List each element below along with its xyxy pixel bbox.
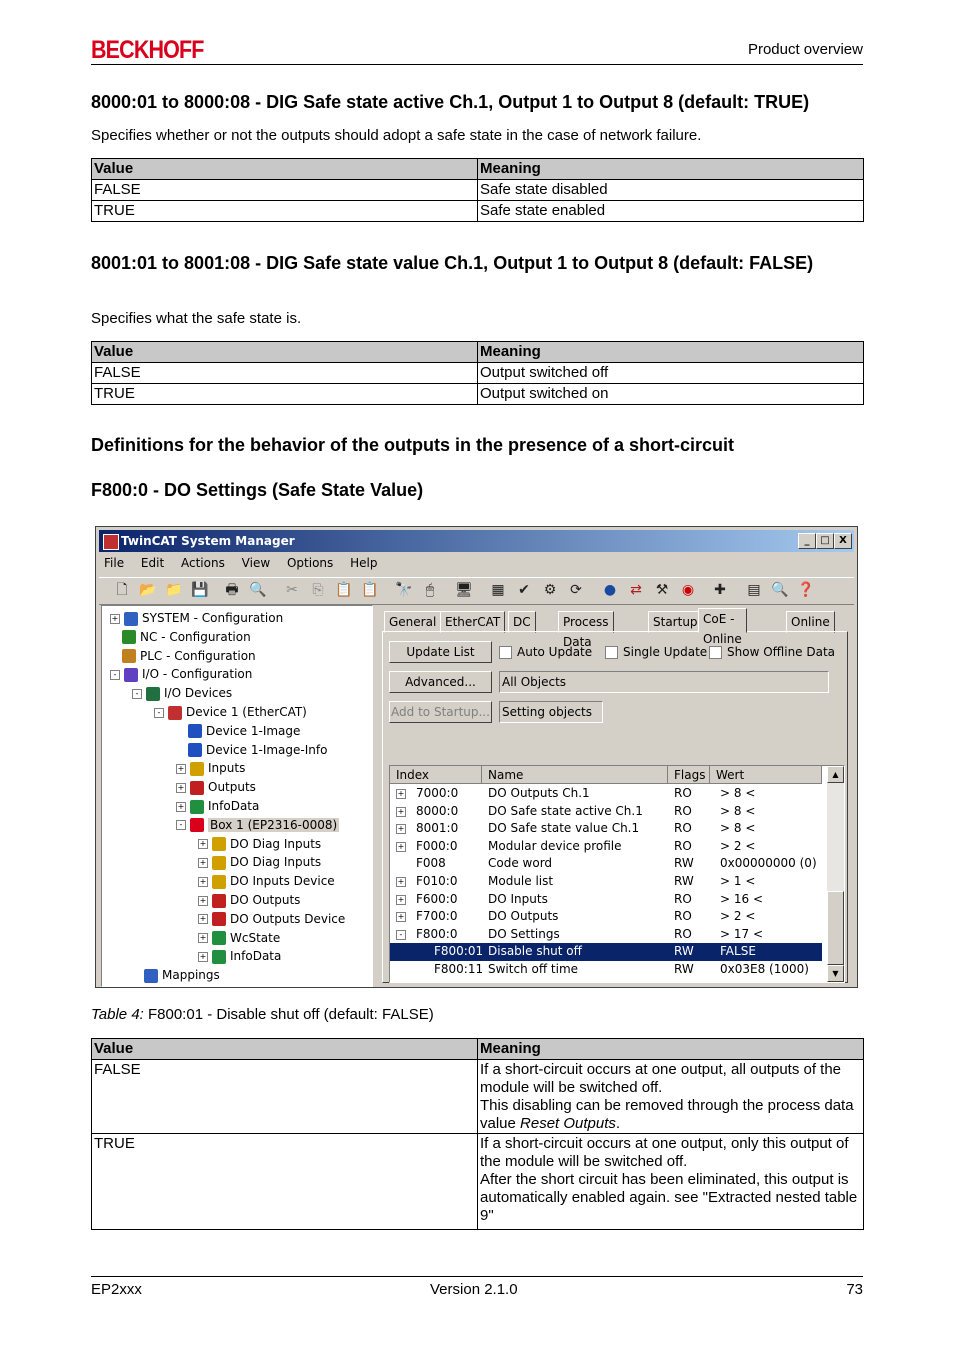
toolbar: [99, 577, 854, 605]
name-cell: DO Outputs: [488, 909, 559, 924]
name-cell: Disable shut off: [488, 944, 582, 959]
expand-icon[interactable]: +: [177, 763, 185, 773]
properties-icon[interactable]: ▤: [747, 582, 761, 598]
expand-icon[interactable]: +: [199, 914, 207, 924]
tree-node-label: InfoData: [208, 799, 260, 813]
safe-state-active-table: [91, 158, 864, 222]
index-cell: F800:0: [416, 926, 458, 941]
footer-version: Version 2.1.0: [430, 1281, 518, 1298]
tab-online[interactable]: Online: [786, 611, 835, 633]
cell-value: TRUE: [92, 201, 478, 222]
expand-icon[interactable]: +: [177, 782, 185, 792]
index-cell: F000:0: [416, 838, 458, 853]
io-devices-icon: [146, 687, 160, 701]
section1-heading: 8000:01 to 8000:08 - DIG Safe state active Ch.1, Output 1 to Output 8 (default: TRUE): [91, 92, 810, 112]
cell-meaning: Safe state disabled: [478, 180, 864, 201]
cell-value: TRUE: [92, 384, 478, 405]
collapse-icon[interactable]: -: [110, 670, 120, 680]
twincat-window-screenshot: [95, 526, 858, 988]
value-cell: 0x03E8 (1000): [720, 962, 809, 976]
header-rule: [91, 64, 863, 65]
new-file-icon[interactable]: 🗋: [116, 582, 128, 598]
expand-icon[interactable]: +: [397, 806, 405, 816]
caption-prefix: Table 4:: [91, 1006, 144, 1023]
meaning-text: This disabling can be removed through the process data value Reset Outputs.: [480, 1097, 854, 1132]
section2-description: Specifies what the safe state is.: [91, 310, 302, 327]
meaning-text: If a short-circuit occurs at one output, all outputs of the module will be switched off.: [480, 1061, 842, 1096]
open-folder-icon[interactable]: 📂: [139, 582, 157, 598]
tree-node[interactable]: [132, 684, 232, 702]
tree-node-label: I/O - Configuration: [142, 667, 253, 682]
flags-cell: RW: [674, 874, 694, 888]
setting-objects-field[interactable]: Setting objects: [499, 701, 603, 723]
menu-bar: [104, 554, 390, 572]
auto-update-checkbox[interactable]: Auto Update: [499, 645, 592, 659]
flags-cell: RO: [674, 803, 692, 818]
expand-icon[interactable]: +: [397, 824, 405, 834]
expand-icon[interactable]: +: [397, 912, 405, 922]
table-header-meaning: Meaning: [478, 1039, 864, 1060]
object-row[interactable]: [390, 891, 822, 909]
table-row: [92, 201, 864, 222]
coe-online-panel: [382, 631, 848, 983]
expand-icon[interactable]: +: [199, 839, 207, 849]
menu-file[interactable]: File: [104, 556, 125, 570]
tree-node-label: I/O Devices: [164, 686, 233, 701]
tree-node-label: DO Diag Inputs: [230, 855, 322, 870]
value-cell: > 1 <: [720, 874, 756, 888]
inputs-icon: [212, 837, 226, 851]
name-cell: Switch off time: [488, 962, 579, 976]
object-row[interactable]: [390, 820, 822, 838]
tree-node[interactable]: [176, 741, 327, 759]
tree-node-label: DO Outputs Device: [230, 911, 346, 926]
inputs-icon: [212, 875, 226, 889]
tree-node[interactable]: [198, 853, 321, 871]
flags-cell: RO: [674, 926, 692, 941]
outputs-icon: [212, 894, 226, 908]
inputs-icon: [190, 762, 204, 776]
tree-node[interactable]: [198, 947, 281, 965]
object-row[interactable]: [390, 803, 822, 821]
tree-node[interactable]: [198, 929, 280, 947]
table-header-value: Value: [92, 159, 478, 180]
tree-node-label: WcState: [230, 930, 281, 945]
table-row: [92, 384, 864, 405]
tree-node[interactable]: [154, 703, 307, 721]
footer-rule: [91, 1276, 863, 1277]
value-cell: > 8 <: [720, 821, 756, 836]
caption-text: F800:01 - Disable shut off (default: FALSE): [143, 1006, 434, 1023]
maximize-button[interactable]: □: [816, 533, 834, 549]
expand-icon[interactable]: +: [397, 894, 405, 904]
flags-cell: RO: [674, 821, 692, 836]
print-icon[interactable]: 🖶: [225, 582, 239, 598]
nc-config-icon: [122, 630, 136, 644]
cell-meaning: [478, 1134, 864, 1230]
window-titlebar: [99, 530, 854, 552]
meaning-text: After the short circuit has been eliminated, this output is automatically enabled again. see "Extracted nested table 9": [480, 1171, 858, 1224]
column-header-name[interactable]: Name: [482, 766, 668, 784]
object-row[interactable]: [390, 873, 822, 891]
tab-coe-online[interactable]: CoE - Online: [698, 608, 747, 633]
infodata-icon: [212, 950, 226, 964]
cell-meaning: Output switched on: [478, 384, 864, 405]
open-project-icon[interactable]: 📁: [165, 582, 183, 598]
copy-icon[interactable]: ⎘: [312, 582, 324, 598]
value-cell: > 8 <: [720, 786, 756, 800]
tab-dc[interactable]: DC: [508, 611, 536, 633]
tree-node-label: PLC - Configuration: [140, 648, 256, 663]
table-caption: [91, 1006, 434, 1023]
scroll-up-icon[interactable]: ▲: [827, 766, 844, 783]
section2-heading: 8001:01 to 8001:08 - DIG Safe state value Ch.1, Output 1 to Output 8 (default: FALSE): [91, 253, 814, 273]
page-number: 73: [846, 1281, 863, 1298]
add-to-startup-button[interactable]: Add to Startup...: [389, 701, 492, 723]
table-header-meaning: Meaning: [478, 342, 864, 363]
expand-icon[interactable]: +: [199, 876, 207, 886]
advanced-button[interactable]: Advanced...: [389, 671, 492, 693]
scroll-down-icon[interactable]: ▼: [827, 965, 844, 982]
flags-cell: RO: [674, 891, 692, 906]
expand-icon[interactable]: +: [177, 801, 185, 811]
generate-mappings-icon[interactable]: ▦: [491, 582, 505, 598]
expand-icon[interactable]: +: [199, 933, 207, 943]
value-cell: > 2 <: [720, 909, 756, 924]
tree-node-label: Device 1 (EtherCAT): [186, 705, 307, 719]
tree-node[interactable]: [176, 797, 259, 815]
flags-cell: RW: [674, 962, 694, 976]
tree-node[interactable]: [198, 891, 300, 909]
index-cell: F600:0: [416, 891, 458, 906]
name-cell: DO Settings: [488, 926, 560, 941]
activate-configuration-icon[interactable]: ⚙: [543, 582, 557, 598]
target-system-icon[interactable]: 🖥: [455, 582, 473, 598]
table-row: [92, 1060, 864, 1134]
free-run-icon[interactable]: ◉: [681, 582, 695, 598]
flags-cell: RW: [674, 944, 694, 959]
tree-line: [132, 972, 140, 980]
name-cell: Modular device profile: [488, 838, 622, 853]
menu-options[interactable]: Options: [286, 556, 334, 570]
all-objects-field[interactable]: All Objects: [499, 671, 829, 693]
paste-icon[interactable]: 📋: [335, 582, 353, 598]
section1-description: Specifies whether or not the outputs should adopt a safe state in the case of network failure.: [91, 127, 702, 144]
object-row[interactable]: [390, 943, 822, 961]
restart-tc-icon[interactable]: ⟳: [570, 582, 582, 598]
column-header-flags[interactable]: Flags: [668, 766, 710, 784]
tree-node-label: Box 1 (EP2316-0008): [210, 817, 338, 832]
tree-node[interactable]: [176, 816, 339, 834]
index-cell: F010:0: [416, 874, 458, 888]
menu-edit[interactable]: Edit: [140, 556, 165, 570]
tree-node[interactable]: [198, 910, 345, 928]
image-icon: [188, 724, 202, 738]
expand-icon[interactable]: +: [199, 951, 207, 961]
tree-node-label: Mappings: [162, 968, 220, 983]
tree-node-label: DO Diag Inputs: [230, 836, 322, 851]
header-section-title: Product overview: [747, 41, 863, 58]
flags-cell: RO: [674, 786, 692, 800]
details-pane: [378, 605, 852, 985]
tree-node-label: Outputs: [208, 780, 256, 795]
disable-shut-off-table: [91, 1038, 864, 1230]
print-preview-icon[interactable]: 🔍: [249, 582, 267, 598]
index-cell: 8001:0: [416, 821, 459, 836]
name-cell: Code word: [488, 856, 553, 871]
find-icon[interactable]: 🔭: [395, 582, 413, 598]
safe-state-value-table: [91, 341, 864, 405]
collapse-icon[interactable]: -: [132, 689, 142, 699]
outputs-icon: [212, 912, 226, 926]
menu-actions[interactable]: Actions: [181, 556, 225, 570]
object-row[interactable]: [390, 926, 822, 944]
tree-node[interactable]: [110, 609, 283, 627]
index-cell: F800:01: [434, 944, 484, 959]
index-cell: F008: [416, 856, 446, 871]
project-tree: [101, 605, 373, 987]
table-header-value: Value: [92, 342, 478, 363]
name-cell: DO Outputs Ch.1: [488, 786, 590, 800]
value-cell: > 16 <: [720, 891, 764, 906]
tree-node[interactable]: [132, 966, 220, 984]
value-cell: 0x00000000 (0): [720, 856, 817, 871]
object-row[interactable]: [390, 908, 822, 926]
minimize-button[interactable]: _: [798, 533, 816, 549]
tree-line: [110, 633, 118, 641]
flags-cell: RO: [674, 909, 692, 924]
outputs-icon: [190, 781, 204, 795]
value-cell: FALSE: [720, 944, 756, 959]
expand-icon[interactable]: +: [397, 789, 405, 798]
object-row[interactable]: [390, 785, 822, 803]
tree-node[interactable]: [198, 835, 321, 853]
image-info-icon: [188, 743, 202, 757]
cell-value: FALSE: [92, 363, 478, 384]
expand-icon[interactable]: +: [111, 613, 119, 623]
system-config-icon: [124, 612, 138, 626]
column-header-wert[interactable]: Wert: [710, 766, 822, 784]
index-cell: F800:11: [434, 962, 484, 976]
flags-cell: RW: [674, 856, 694, 871]
tree-line: [110, 652, 118, 660]
cell-meaning: Safe state enabled: [478, 201, 864, 222]
value-cell: > 8 <: [720, 803, 756, 818]
table-row: [92, 1134, 864, 1230]
value-cell: > 2 <: [720, 838, 756, 853]
tree-node-label: SYSTEM - Configuration: [142, 611, 284, 625]
show-offline-data-checkbox[interactable]: Show Offline Data: [709, 645, 835, 659]
tools-icon[interactable]: ⚒: [655, 582, 669, 598]
tree-node-label: DO Inputs Device: [230, 874, 335, 889]
tab-process-data[interactable]: Process Data: [558, 611, 614, 633]
menu-view[interactable]: View: [241, 556, 271, 570]
cell-value: FALSE: [92, 1060, 478, 1134]
name-cell: DO Safe state value Ch.1: [488, 821, 640, 836]
cut-icon[interactable]: ✂: [286, 582, 298, 598]
object-row[interactable]: [390, 855, 822, 873]
menu-help[interactable]: Help: [350, 556, 378, 570]
tab-startup[interactable]: Startup: [648, 611, 703, 633]
tree-node[interactable]: [176, 778, 256, 796]
section3-heading: Definitions for the behavior of the outputs in the presence of a short-circuit: [91, 435, 735, 455]
object-list: [389, 765, 845, 983]
close-button[interactable]: X: [834, 533, 852, 549]
table-row: [92, 363, 864, 384]
ethercat-device-icon: [168, 706, 182, 720]
inputs-icon: [212, 856, 226, 870]
tab-general[interactable]: General: [384, 611, 441, 633]
global-icon[interactable]: ●: [603, 582, 617, 598]
wcstate-icon: [212, 931, 226, 945]
tree-line: [176, 727, 184, 735]
table-row: [92, 180, 864, 201]
tree-node-label: Device 1-Image-Info: [206, 742, 328, 757]
expand-icon[interactable]: +: [397, 841, 405, 851]
add-item-icon[interactable]: ✚: [714, 582, 726, 598]
collapse-icon[interactable]: -: [176, 820, 186, 830]
beckhoff-logo: BECKHOFF: [91, 36, 204, 64]
footer-product: EP2xxx: [91, 1281, 142, 1298]
save-icon[interactable]: 💾: [191, 582, 209, 598]
section4-heading: F800:0 - DO Settings (Safe State Value): [91, 480, 424, 500]
expand-icon[interactable]: +: [397, 877, 405, 886]
flags-cell: RO: [674, 838, 692, 853]
tree-line: [176, 746, 184, 754]
tree-node-label: Device 1-Image: [206, 723, 301, 738]
tree-node[interactable]: [198, 872, 335, 890]
index-cell: F700:0: [416, 909, 458, 924]
plc-config-icon: [122, 649, 136, 663]
process-data-reference: Reset Outputs: [520, 1115, 616, 1132]
single-update-checkbox[interactable]: Single Update: [605, 645, 707, 659]
infodata-icon: [190, 800, 204, 814]
tree-node[interactable]: [110, 647, 256, 665]
table-header-meaning: Meaning: [478, 159, 864, 180]
cell-value: FALSE: [92, 180, 478, 201]
name-cell: DO Safe state active Ch.1: [488, 803, 643, 818]
tree-node-label: NC - Configuration: [140, 629, 251, 644]
column-header-index[interactable]: Index: [390, 766, 482, 784]
tab-ethercat[interactable]: EtherCAT: [440, 611, 505, 633]
value-cell: > 17 <: [720, 926, 764, 941]
table-header-value: Value: [92, 1039, 478, 1060]
meaning-text: If a short-circuit occurs at one output, only this output of the module will be switched off.: [480, 1135, 849, 1170]
io-config-icon: [124, 668, 138, 682]
cell-value: TRUE: [92, 1134, 478, 1230]
cell-meaning: Output switched off: [478, 363, 864, 384]
index-cell: 8000:0: [416, 803, 459, 818]
paste-with-links-icon[interactable]: 📋: [361, 582, 379, 598]
object-row[interactable]: [390, 961, 822, 979]
check-configuration-icon[interactable]: ✔: [518, 582, 530, 598]
tree-node-label: DO Outputs: [230, 893, 301, 907]
vertical-scrollbar[interactable]: [827, 766, 844, 982]
beckhoff-box-icon: [190, 818, 204, 832]
index-cell: 7000:0: [416, 786, 459, 800]
tree-node[interactable]: [110, 628, 251, 646]
tree-node-label: InfoData: [230, 949, 282, 964]
collapse-icon[interactable]: -: [154, 708, 164, 718]
cell-meaning: [478, 1060, 864, 1134]
tree-node[interactable]: [176, 722, 300, 740]
scroll-thumb[interactable]: [827, 891, 844, 965]
name-cell: DO Inputs: [488, 891, 548, 906]
tree-node[interactable]: [110, 665, 252, 683]
scan-devices-icon[interactable]: ⇄: [630, 582, 642, 598]
update-list-button[interactable]: Update List: [389, 641, 492, 663]
collapse-icon[interactable]: -: [396, 930, 406, 940]
tree-node[interactable]: [176, 759, 245, 777]
name-cell: Module list: [488, 874, 554, 888]
tree-node-label: Inputs: [208, 761, 246, 776]
twincat-app-icon: [103, 534, 119, 550]
zoom-icon[interactable]: 🔍: [771, 582, 789, 598]
expand-icon[interactable]: +: [199, 857, 207, 867]
find-next-icon[interactable]: 🖱: [425, 582, 435, 598]
help-icon[interactable]: ❓: [797, 582, 815, 598]
window-title: TwinCAT System Manager: [121, 534, 295, 548]
mappings-icon: [144, 969, 158, 983]
expand-icon[interactable]: +: [199, 895, 207, 905]
object-row[interactable]: [390, 838, 822, 856]
